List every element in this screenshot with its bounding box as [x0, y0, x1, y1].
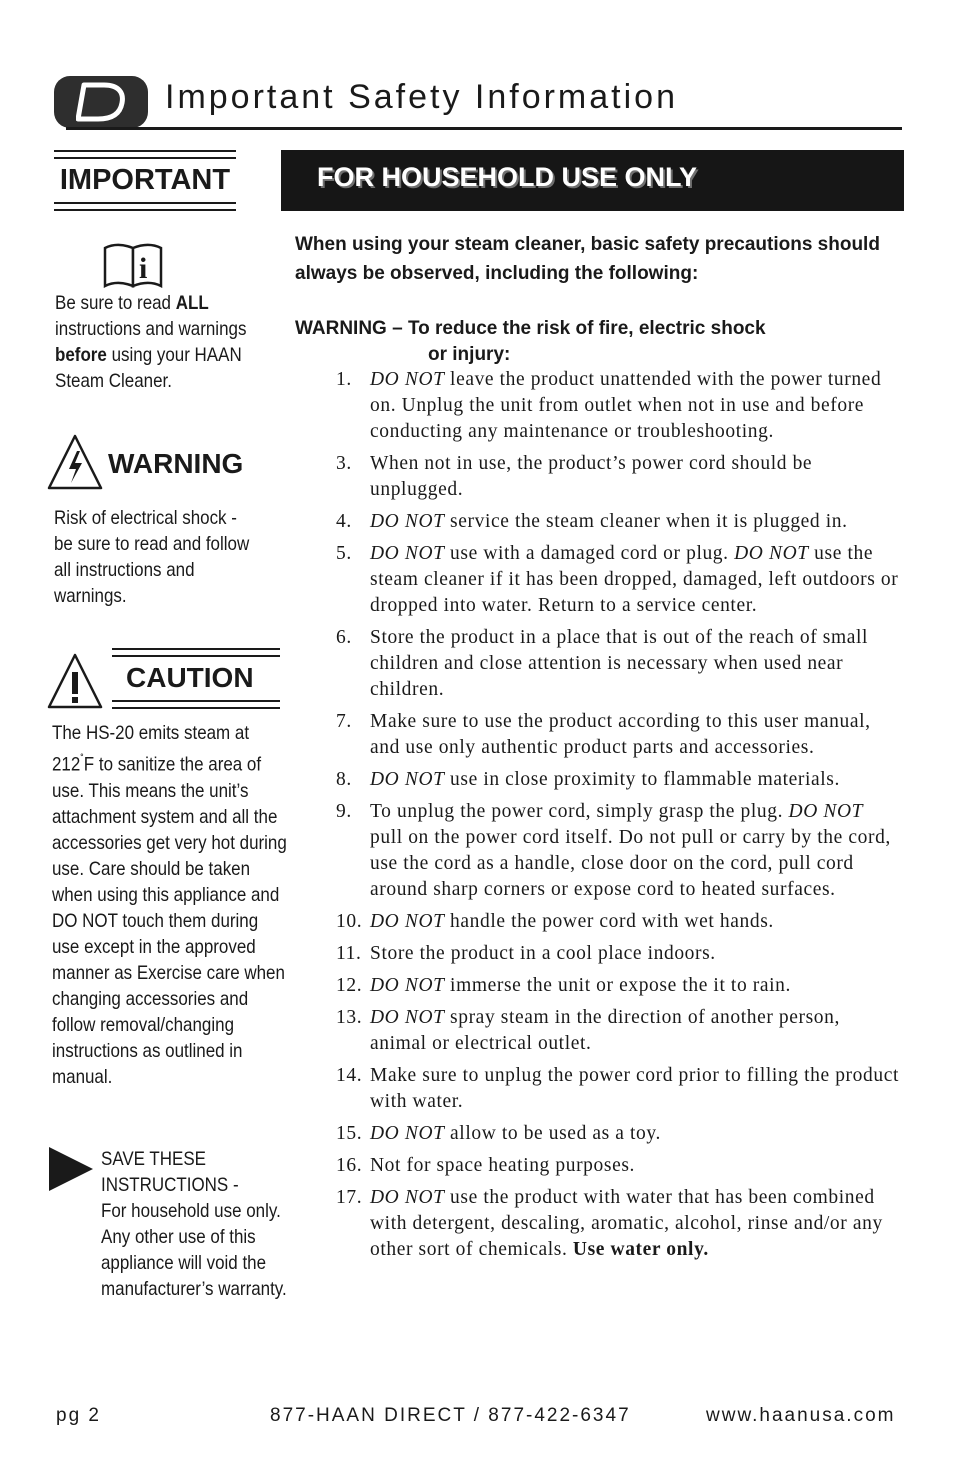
- page-number: pg 2: [56, 1405, 101, 1426]
- safety-rule-item: [336, 1185, 901, 1263]
- electric-shock-warning-icon: [46, 433, 104, 496]
- rule-text-part: Make sure to unplug the power cord prior to filling the product with water.: [370, 1065, 899, 1112]
- rule-text: [370, 541, 901, 619]
- rule-emphasis: Use water only.: [572, 1239, 709, 1260]
- rule-do-not: DO NOT: [370, 369, 445, 390]
- caution-text-part: The HS-20 emits steam at 212: [52, 722, 250, 776]
- rule-text: [370, 367, 901, 445]
- rule-number: 4.: [336, 511, 352, 532]
- important-text: [55, 290, 255, 394]
- rule-number: 17.: [336, 1187, 363, 1208]
- rule-text: [370, 767, 901, 793]
- rule-number: 15.: [336, 1123, 363, 1144]
- rule-text-part: Make sure to use the product according to this user manual, and use only authentic product parts and accessories.: [370, 711, 871, 758]
- safety-rule-item: [336, 909, 901, 935]
- save-line-2: INSTRUCTIONS -: [101, 1174, 239, 1196]
- rule-text: [370, 709, 901, 761]
- page-title: Important Safety Information: [165, 78, 678, 116]
- header-divider: [66, 127, 902, 130]
- rule-do-not: DO NOT: [370, 1007, 445, 1028]
- safety-rule-item: [336, 509, 901, 535]
- rule-text: [370, 799, 901, 903]
- rule-text-part: Store the product in a place that is out of the reach of small children and close attention is necessary when used near children.: [370, 627, 869, 700]
- rule-text: [370, 1005, 901, 1057]
- rule-text: [370, 1063, 901, 1115]
- rule-text: [370, 973, 901, 999]
- rule-number: 9.: [336, 801, 352, 822]
- safety-rule-item: [336, 973, 901, 999]
- caution-heading: CAUTION: [126, 662, 254, 693]
- rule-do-not: DO NOT: [788, 801, 864, 822]
- safety-rule-item: [336, 767, 901, 793]
- rule-number: 10.: [336, 911, 363, 932]
- caution-text-part: F to sanitize the area of use. This means the unit’s attachment system and all the accessories get very hot during use. Care should be taken when using this appliance and DO NOT touch them during use except in the approved manner as Exercise care when changing accessories and follow removal/changing instructions as outlined in manual.: [52, 753, 287, 1088]
- important-rule-bottom-2: [54, 209, 236, 211]
- caution-text: [52, 720, 289, 1090]
- rule-text-part: leave the product unattended with the power turned on. Unplug the unit from outlet when not in use and before conducting any maintenance or troubleshooting.: [370, 369, 882, 442]
- rule-text: [370, 909, 901, 935]
- caution-rule-top: [112, 648, 280, 650]
- rule-do-not: DO NOT: [370, 1187, 445, 1208]
- rule-text-part: use with a damaged cord or plug.: [444, 543, 735, 564]
- warning-text: Risk of electrical shock - be sure to read and follow all instructions and warnings.: [54, 507, 250, 607]
- rule-text-part: pull on the power cord itself. Do not pull or carry by the cord, use the cord as a handle, close door on the cord, pull cord around sharp corners or expose cord to heated surfaces.: [370, 827, 891, 900]
- rule-text-part: Store the product in a cool place indoors.: [370, 943, 716, 964]
- caution-rule-bottom-2: [112, 707, 280, 709]
- household-use-title: FOR HOUSEHOLD USE ONLY: [317, 162, 698, 192]
- rule-text: [370, 625, 901, 703]
- safety-rule-item: [336, 941, 901, 967]
- website: www.haanusa.com: [706, 1405, 896, 1426]
- rule-number: 7.: [336, 711, 352, 732]
- important-rule-top-2: [54, 157, 236, 159]
- rule-text-part: use in close proximity to flammable materials.: [444, 769, 840, 790]
- safety-rule-item: [336, 367, 901, 445]
- save-warranty-text: For household use only. Any other use of this appliance will void the manufacturer’s warranty.: [101, 1200, 287, 1300]
- warning-label-line-1: WARNING – To reduce the risk of fire, electric shock: [295, 318, 766, 339]
- safety-rule-item: [336, 625, 901, 703]
- important-text-before: before: [55, 344, 107, 366]
- rule-do-not: DO NOT: [370, 511, 445, 532]
- safety-rule-item: [336, 451, 901, 503]
- rule-number: 1.: [336, 369, 352, 390]
- rule-text-part: spray steam in the direction of another person, animal or electrical outlet.: [370, 1007, 840, 1054]
- rule-number: 5.: [336, 543, 352, 564]
- safety-rule-item: [336, 709, 901, 761]
- rule-number: 6.: [336, 627, 352, 648]
- exclamation-warning-icon: [46, 652, 104, 715]
- rule-text-part: Not for space heating purposes.: [370, 1155, 635, 1176]
- important-text-part: Be sure to read: [55, 292, 176, 314]
- safety-rule-item: [336, 1121, 901, 1147]
- rule-text: [370, 941, 901, 967]
- rule-text-part: immerse the unit or expose the it to rain.: [444, 975, 791, 996]
- d-logo-icon: [54, 76, 148, 128]
- warning-heading: WARNING: [108, 448, 244, 479]
- important-heading: IMPORTANT: [59, 164, 231, 196]
- rule-text: [370, 1153, 901, 1179]
- rule-number: 8.: [336, 769, 352, 790]
- rule-text: [370, 451, 901, 503]
- rule-number: 12.: [336, 975, 363, 996]
- safety-rule-item: [336, 1005, 901, 1057]
- rule-do-not: DO NOT: [370, 543, 445, 564]
- degree-symbol: ˚: [80, 752, 84, 766]
- rule-number: 13.: [336, 1007, 363, 1028]
- save-line-1: SAVE THESE: [101, 1148, 206, 1170]
- triangle-pointer-icon: [49, 1147, 93, 1196]
- rule-text-part: To unplug the power cord, simply grasp the plug.: [370, 801, 789, 822]
- important-text-all: ALL: [175, 292, 209, 314]
- rule-do-not: DO NOT: [370, 975, 445, 996]
- manual-info-icon: [103, 240, 165, 293]
- rule-text-part: When not in use, the product’s power cord should be unplugged.: [370, 453, 813, 500]
- rule-text-part: handle the power cord with wet hands.: [444, 911, 774, 932]
- save-instructions-text: [101, 1146, 291, 1302]
- rule-text-part: service the steam cleaner when it is plugged in.: [444, 511, 848, 532]
- safety-rule-item: [336, 1153, 901, 1179]
- important-rule-top: [54, 150, 236, 152]
- rule-do-not: DO NOT: [734, 543, 809, 564]
- important-rule-bottom: [54, 202, 236, 204]
- rule-text-part: allow to be used as a toy.: [444, 1123, 661, 1144]
- rule-text: [370, 1121, 901, 1147]
- rule-text-part: use the steam cleaner if it has been dropped, damaged, left outdoors or dropped into water. Return to a service center.: [370, 543, 899, 616]
- safety-rules-list: [336, 367, 901, 1269]
- rule-text: [370, 1185, 901, 1263]
- intro-text: When using your steam cleaner, basic safety precautions should always be observed, including the following:: [295, 234, 880, 284]
- rule-number: 3.: [336, 453, 352, 474]
- rule-number: 16.: [336, 1155, 363, 1176]
- safety-rule-item: [336, 541, 901, 619]
- rule-number: 11.: [336, 943, 362, 964]
- rule-text-part: use the product with water that has been combined with detergent, descaling, aromatic, alcohol, rinse and/or any other sort of chemicals.: [370, 1187, 883, 1260]
- important-text-part: instructions and warnings: [55, 318, 247, 340]
- rule-number: 14.: [336, 1065, 363, 1086]
- phone-number: 877-HAAN DIRECT / 877-422-6347: [270, 1405, 631, 1426]
- household-use-banner: [281, 150, 904, 211]
- rule-text: [370, 509, 901, 535]
- important-text-part: using your HAAN Steam Cleaner.: [55, 344, 242, 392]
- safety-rule-item: [336, 1063, 901, 1115]
- svg-text:i: i: [139, 252, 148, 285]
- warning-label: [295, 316, 895, 368]
- rule-do-not: DO NOT: [370, 911, 445, 932]
- caution-rule-bottom: [112, 700, 280, 702]
- safety-rule-item: [336, 799, 901, 903]
- rule-do-not: DO NOT: [370, 1123, 445, 1144]
- caution-rule-top-2: [112, 655, 280, 657]
- rule-do-not: DO NOT: [370, 769, 445, 790]
- warning-label-line-2: or injury:: [428, 344, 511, 365]
